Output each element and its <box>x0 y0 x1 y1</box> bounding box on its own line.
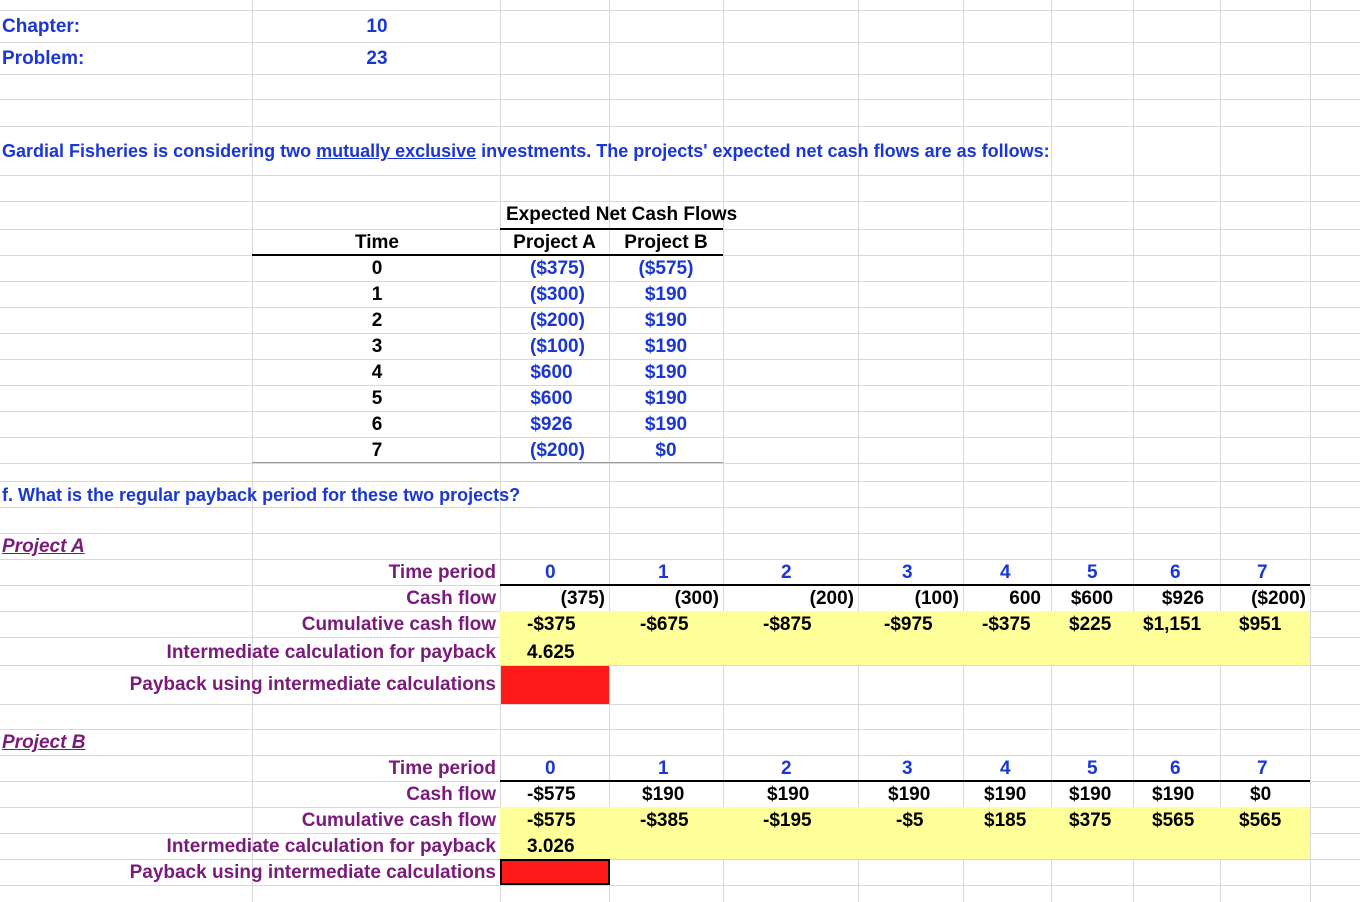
cf-b-cell[interactable]: $190 <box>644 414 688 435</box>
project-a-time-label: Time period <box>388 562 496 583</box>
cf-a-cell[interactable]: ($100) <box>530 336 585 357</box>
a-time-cell: 4 <box>1000 562 1011 583</box>
b-intermediate-value[interactable]: 3.026 <box>527 836 575 857</box>
a-cum-cell[interactable]: -$375 <box>527 614 576 635</box>
a-cum-cell[interactable]: -$975 <box>884 614 933 635</box>
a-cash-cell[interactable]: (300) <box>674 588 719 609</box>
b-cum-cell[interactable]: $375 <box>1069 810 1112 831</box>
project-a-inter-label: Intermediate calculation for payback <box>166 642 496 663</box>
intro-part2: investments. The projects' expected net cash flows are as follows: <box>476 141 1050 161</box>
b-cum-cell[interactable]: -$575 <box>527 810 576 831</box>
cf-table-title: Expected Net Cash Flows <box>506 204 738 225</box>
cf-b-cell[interactable]: $190 <box>644 388 688 409</box>
a-time-cell: 2 <box>781 562 792 583</box>
a-cash-cell[interactable]: (200) <box>809 588 854 609</box>
a-time-cell: 3 <box>902 562 913 583</box>
cf-b-cell[interactable]: ($575) <box>638 258 694 279</box>
a-time-cell: 6 <box>1170 562 1181 583</box>
cf-b-cell[interactable]: $0 <box>655 440 677 461</box>
b-cash-cell[interactable]: $190 <box>642 784 685 805</box>
cf-a-cell[interactable]: ($200) <box>530 440 585 461</box>
b-cash-cell[interactable]: $190 <box>984 784 1027 805</box>
b-cash-cell[interactable]: -$575 <box>527 784 576 805</box>
b-time-cell: 0 <box>545 758 556 779</box>
cf-a-cell[interactable]: $600 <box>530 388 573 409</box>
a-cash-cell[interactable]: (375) <box>560 588 605 609</box>
a-time-cell: 1 <box>658 562 669 583</box>
project-b-payback-answer[interactable] <box>500 859 610 885</box>
intro-part1: Gardial Fisheries is considering two <box>2 141 317 161</box>
chapter-label: Chapter: <box>2 16 81 37</box>
a-cum-cell[interactable]: -$675 <box>640 614 689 635</box>
a-time-cell: 0 <box>545 562 556 583</box>
cf-time-cell: 3 <box>371 336 383 357</box>
b-time-cell: 5 <box>1087 758 1098 779</box>
project-a-payback-answer[interactable] <box>501 666 609 704</box>
b-cash-cell[interactable]: $190 <box>1069 784 1112 805</box>
project-b-payback-label: Payback using intermediate calculations <box>129 862 496 883</box>
a-time-cell: 5 <box>1087 562 1098 583</box>
a-cum-cell[interactable]: -$375 <box>982 614 1031 635</box>
col-time-header: Time <box>354 232 399 253</box>
b-time-cell: 1 <box>658 758 669 779</box>
b-cum-cell[interactable]: -$385 <box>640 810 689 831</box>
a-cash-cell[interactable]: (100) <box>914 588 959 609</box>
problem-label: Problem: <box>2 48 85 69</box>
cf-a-cell[interactable]: ($300) <box>530 284 585 305</box>
cf-a-cell[interactable]: ($375) <box>530 258 585 279</box>
cf-a-cell[interactable]: $926 <box>530 414 573 435</box>
intro-text <box>2 138 1050 164</box>
cf-b-cell[interactable]: $190 <box>644 336 688 357</box>
b-cum-cell[interactable]: $185 <box>984 810 1027 831</box>
project-a-title: Project A <box>2 536 85 557</box>
cf-a-cell[interactable]: ($200) <box>530 310 585 331</box>
a-cum-cell[interactable]: -$875 <box>763 614 812 635</box>
a-cum-cell[interactable]: $1,151 <box>1143 614 1202 635</box>
col-project-a-header: Project A <box>513 232 596 253</box>
b-cum-cell[interactable]: -$195 <box>763 810 812 831</box>
project-b-inter-label: Intermediate calculation for payback <box>166 836 496 857</box>
question-f: f. What is the regular payback period for these two projects? <box>2 485 521 505</box>
b-cum-cell[interactable]: $565 <box>1239 810 1282 831</box>
cf-time-cell: 0 <box>371 258 383 279</box>
a-cash-cell[interactable]: $600 <box>1070 588 1114 609</box>
b-cash-cell[interactable]: $190 <box>1152 784 1195 805</box>
cf-time-cell: 1 <box>371 284 383 305</box>
project-a-cum-label: Cumulative cash flow <box>301 614 496 635</box>
b-time-cell: 7 <box>1257 758 1268 779</box>
mutually-exclusive-link[interactable]: mutually exclusive <box>316 141 477 161</box>
problem-value[interactable]: 23 <box>366 48 388 69</box>
b-time-cell: 4 <box>1000 758 1011 779</box>
project-b-title: Project B <box>2 732 86 753</box>
b-cash-cell[interactable]: $190 <box>767 784 810 805</box>
col-project-b-header: Project B <box>624 232 708 253</box>
cf-a-cell[interactable]: $600 <box>530 362 573 383</box>
b-cum-cell[interactable]: -$5 <box>896 810 924 831</box>
cf-time-cell: 5 <box>371 388 383 409</box>
b-time-cell: 6 <box>1170 758 1181 779</box>
a-cum-cell[interactable]: $951 <box>1239 614 1282 635</box>
project-b-time-label: Time period <box>388 758 496 779</box>
cf-time-cell: 4 <box>371 362 383 383</box>
b-time-cell: 2 <box>781 758 792 779</box>
cf-b-cell[interactable]: $190 <box>644 284 688 305</box>
cf-time-cell: 7 <box>371 440 383 461</box>
project-b-cash-label: Cash flow <box>406 784 496 805</box>
project-b-cum-label: Cumulative cash flow <box>301 810 496 831</box>
a-cash-cell[interactable]: $926 <box>1161 588 1205 609</box>
a-cum-cell[interactable]: $225 <box>1069 614 1112 635</box>
b-cash-cell[interactable]: $0 <box>1250 784 1272 805</box>
cf-b-cell[interactable]: $190 <box>644 310 688 331</box>
a-time-cell: 7 <box>1257 562 1268 583</box>
b-cum-cell[interactable]: $565 <box>1152 810 1195 831</box>
a-cash-cell[interactable]: ($200) <box>1251 588 1306 609</box>
b-time-cell: 3 <box>902 758 913 779</box>
b-cash-cell[interactable]: $190 <box>888 784 931 805</box>
chapter-value[interactable]: 10 <box>366 16 388 37</box>
project-a-cash-label: Cash flow <box>406 588 496 609</box>
cf-b-cell[interactable]: $190 <box>644 362 688 383</box>
a-cash-cell[interactable]: 600 <box>1009 588 1041 609</box>
cf-time-cell: 6 <box>371 414 383 435</box>
cf-time-cell: 2 <box>371 310 383 331</box>
a-intermediate-value[interactable]: 4.625 <box>527 642 575 663</box>
project-a-payback-label: Payback using intermediate calculations <box>129 674 496 695</box>
